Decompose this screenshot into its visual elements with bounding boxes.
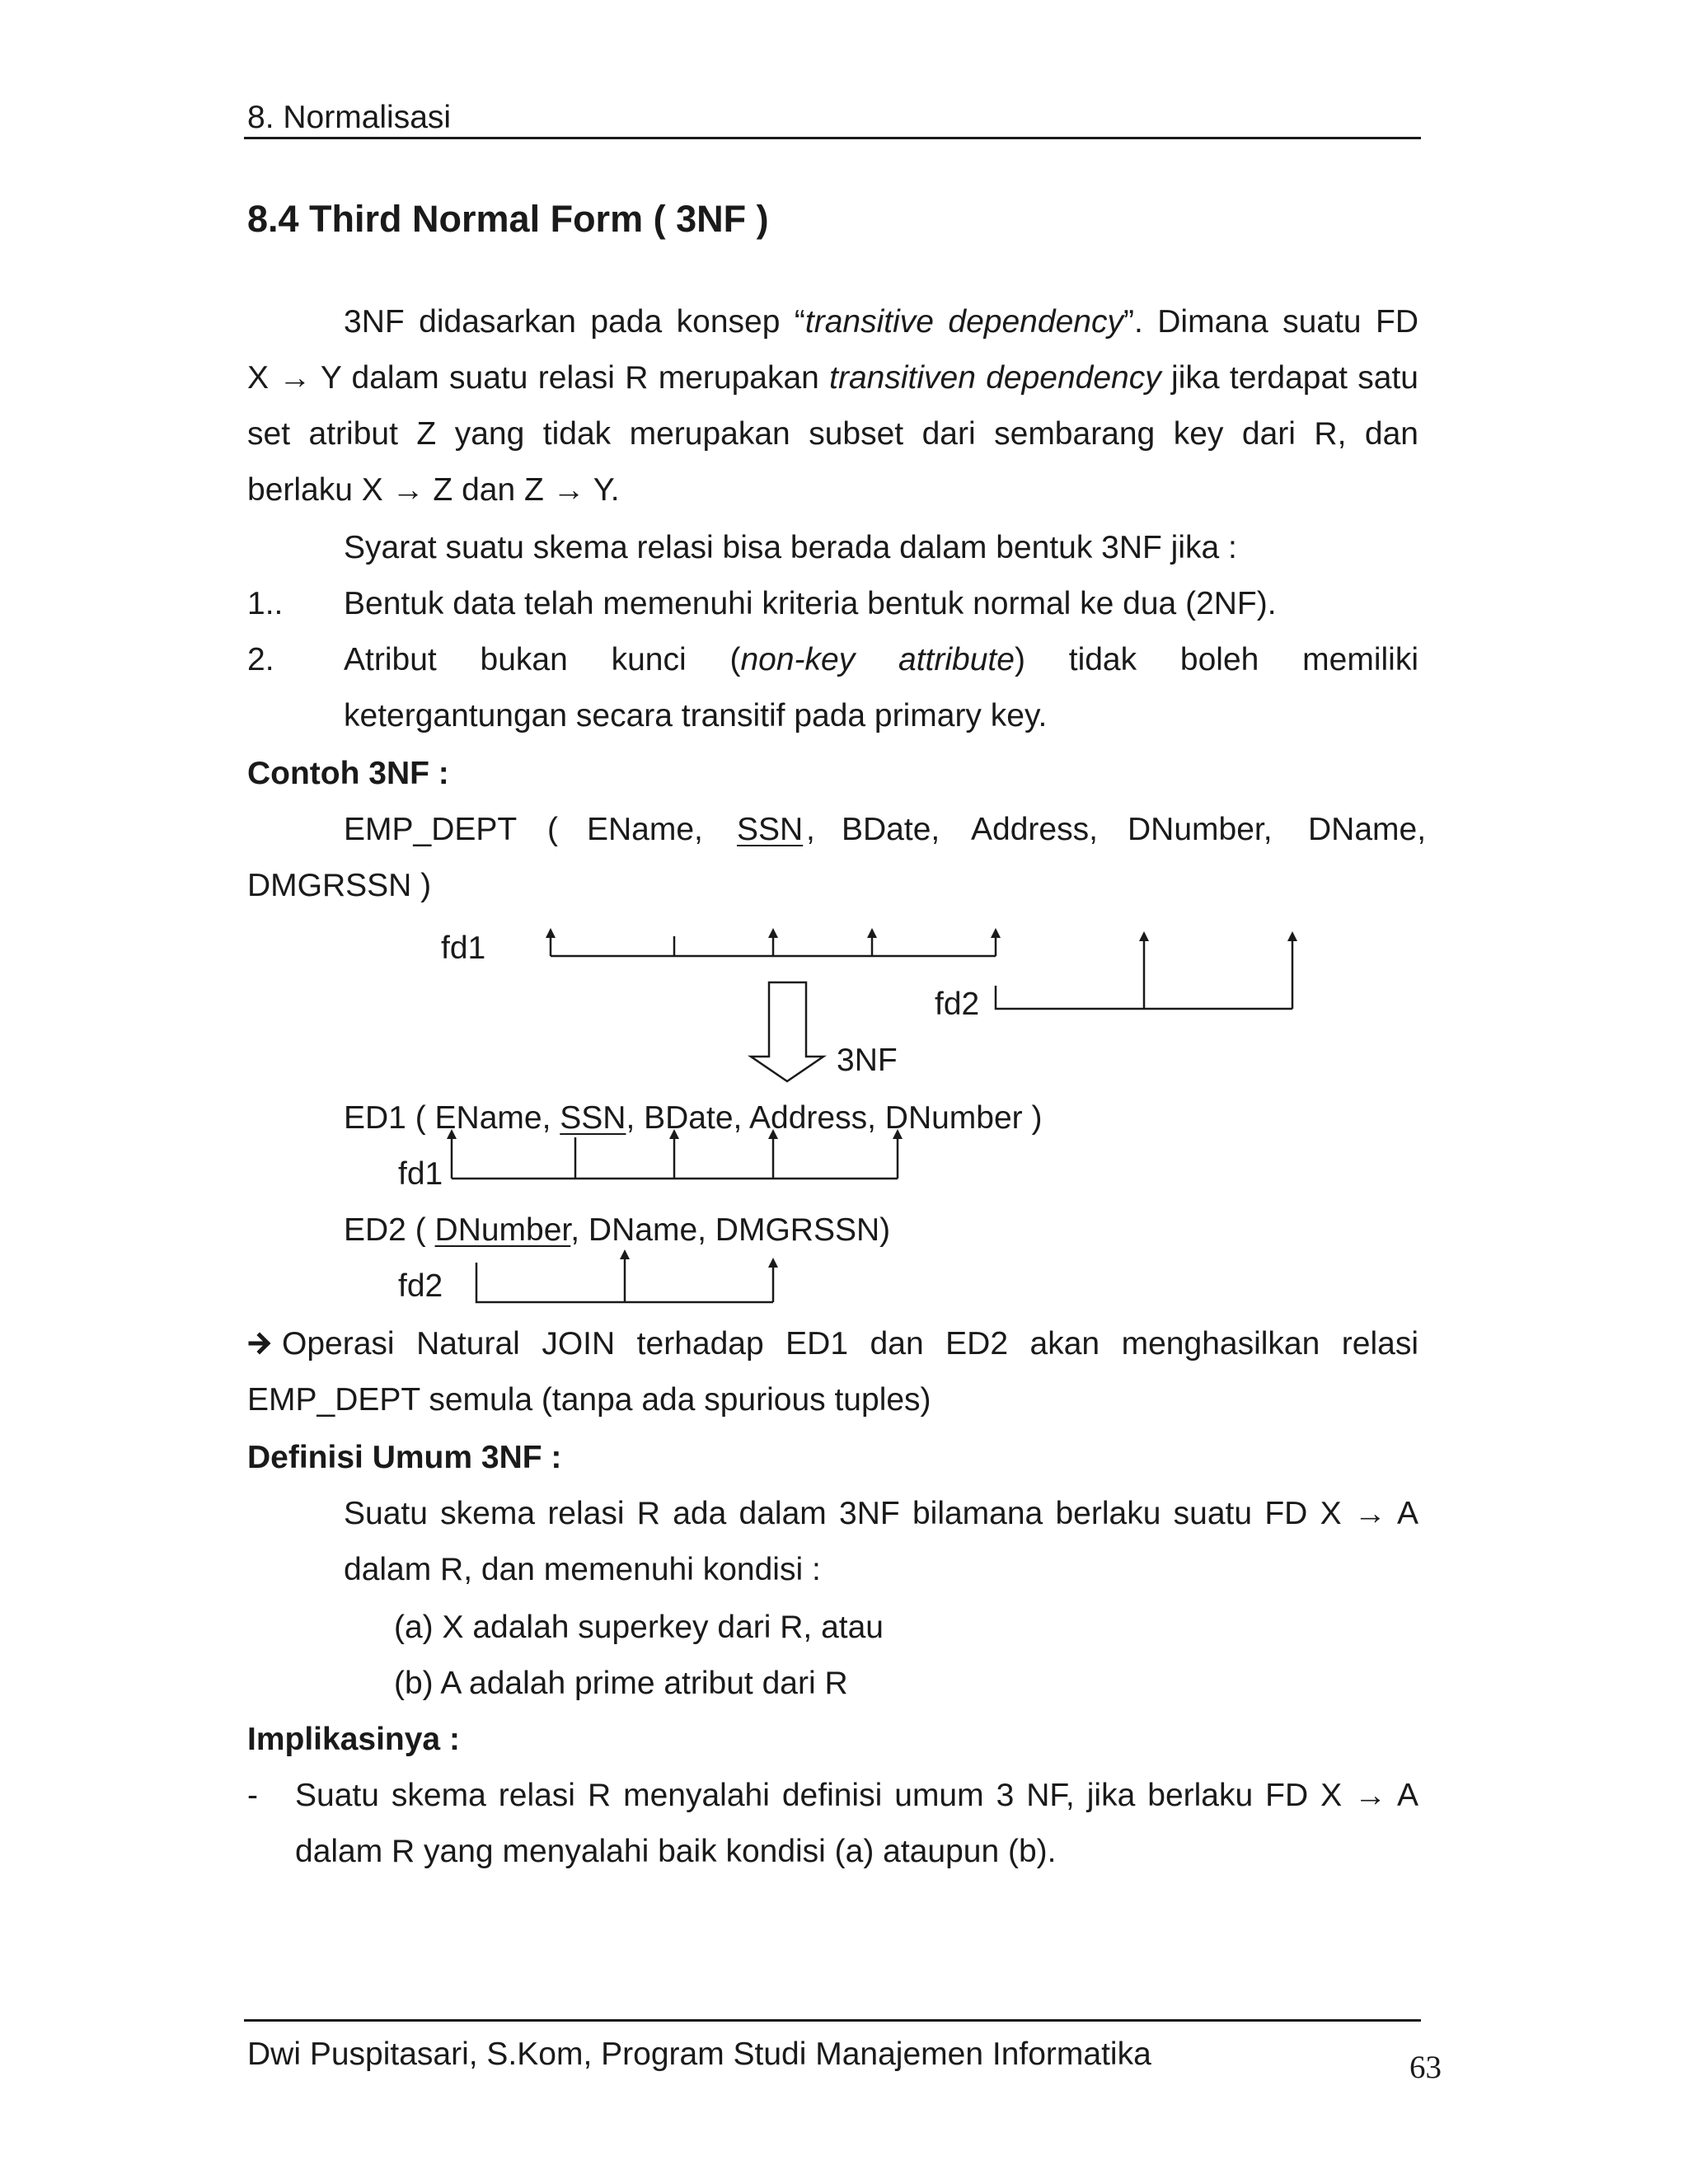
definition-heading: Definisi Umum 3NF : xyxy=(247,1440,562,1475)
decomposition-label: 3NF xyxy=(837,1043,898,1078)
attr-address: Address, xyxy=(971,812,1098,847)
intro-text: 3NF didasarkan pada konsep “ xyxy=(344,304,805,340)
list-emphasis: non-key attribute xyxy=(740,642,1015,677)
intro-emphasis: transitive dependency xyxy=(804,304,1123,340)
list-item-text: ketergantungan secara transitif pada primary key. xyxy=(344,698,1048,733)
attr-ssn-key: SSN xyxy=(737,812,804,847)
attr-dname: DName, xyxy=(1308,812,1427,847)
implication-bullet: - xyxy=(247,1778,258,1813)
decomposition-arrow-icon xyxy=(751,982,823,1081)
ed2-fd-label: fd2 xyxy=(398,1268,443,1304)
definition-line-2: dalam R, dan memenuhi kondisi : xyxy=(344,1552,821,1587)
page-number: 63 xyxy=(1409,2050,1442,2085)
intro-text: jika terdapat satu xyxy=(1160,360,1418,396)
implication-line-2: dalam R yang menyalahi baik kondisi (a) ataupun (b). xyxy=(295,1834,1057,1869)
list-text: Atribut bukan kunci ( xyxy=(344,642,741,677)
intro-text: X → Y dalam suatu relasi R merupakan xyxy=(247,360,830,396)
ed1-key: SSN xyxy=(560,1100,626,1136)
ed1-fd-label: fd1 xyxy=(398,1156,443,1192)
implications-heading: Implikasinya : xyxy=(247,1722,460,1757)
fd1-label: fd1 xyxy=(441,930,486,966)
fd2-label: fd2 xyxy=(935,987,980,1022)
footer-author: Dwi Puspitasari, S.Kom, Program Studi Manajemen Informatika xyxy=(247,2036,1151,2072)
attr-comma: , xyxy=(806,812,815,847)
relation-paren: ( xyxy=(547,812,558,847)
list-item-text: Bentuk data telah memenuhi kriteria bentuk normal ke dua (2NF). xyxy=(344,586,1277,621)
intro-emphasis: transitiven dependency xyxy=(829,360,1161,396)
conclusion-text: Operasi Natural JOIN terhadap ED1 dan ED2 akan menghasilkan relasi xyxy=(282,1326,1418,1361)
condition-b: (b) A adalah prime atribut dari R xyxy=(394,1666,848,1701)
conclusion-line-2: EMP_DEPT semula (tanpa ada spurious tuples) xyxy=(247,1382,931,1418)
attr-ename: EName, xyxy=(587,812,703,847)
list-text: ) tidak boleh memiliki xyxy=(1014,642,1418,677)
attr-dnumber: DNumber, xyxy=(1128,812,1273,847)
condition-a: (a) X adalah superkey dari R, atau xyxy=(394,1610,884,1645)
intro-line-4: berlaku X → Z dan Z → Y. xyxy=(247,472,620,508)
intro-line-3: set atribut Z yang tidak merupakan subset dari sembarang key dari R, dan xyxy=(247,416,1418,452)
implication-line-1: Suatu skema relasi R menyalahi definisi umum 3 NF, jika berlaku FD X → A xyxy=(295,1778,1418,1813)
intro-text: ”. Dimana suatu FD xyxy=(1123,304,1418,340)
ed2-key: DNumber xyxy=(434,1212,571,1248)
running-header: 8. Normalisasi xyxy=(247,100,452,135)
requirements-lead: Syarat suatu skema relasi bisa berada dalam bentuk 3NF jika : xyxy=(344,530,1237,565)
ed1-text: , BDate, Address, DNumber ) xyxy=(626,1100,1043,1136)
relation-last-line: DMGRSSN ) xyxy=(247,868,432,903)
relation-name: EMP_DEPT xyxy=(344,812,518,847)
section-title: 8.4 Third Normal Form ( 3NF ) xyxy=(247,198,769,240)
ed2-text: ED2 ( xyxy=(344,1212,435,1248)
ed1-text: ED1 ( EName, xyxy=(344,1100,560,1136)
attr-bdate: BDate, xyxy=(842,812,940,847)
ed2-text: , DName, DMGRSSN) xyxy=(570,1212,891,1248)
definition-line-1: Suatu skema relasi R ada dalam 3NF bilamana berlaku suatu FD X → A xyxy=(344,1496,1418,1531)
example-heading: Contoh 3NF : xyxy=(247,756,449,791)
list-number: 1.. xyxy=(247,586,284,621)
list-number: 2. xyxy=(247,642,274,677)
